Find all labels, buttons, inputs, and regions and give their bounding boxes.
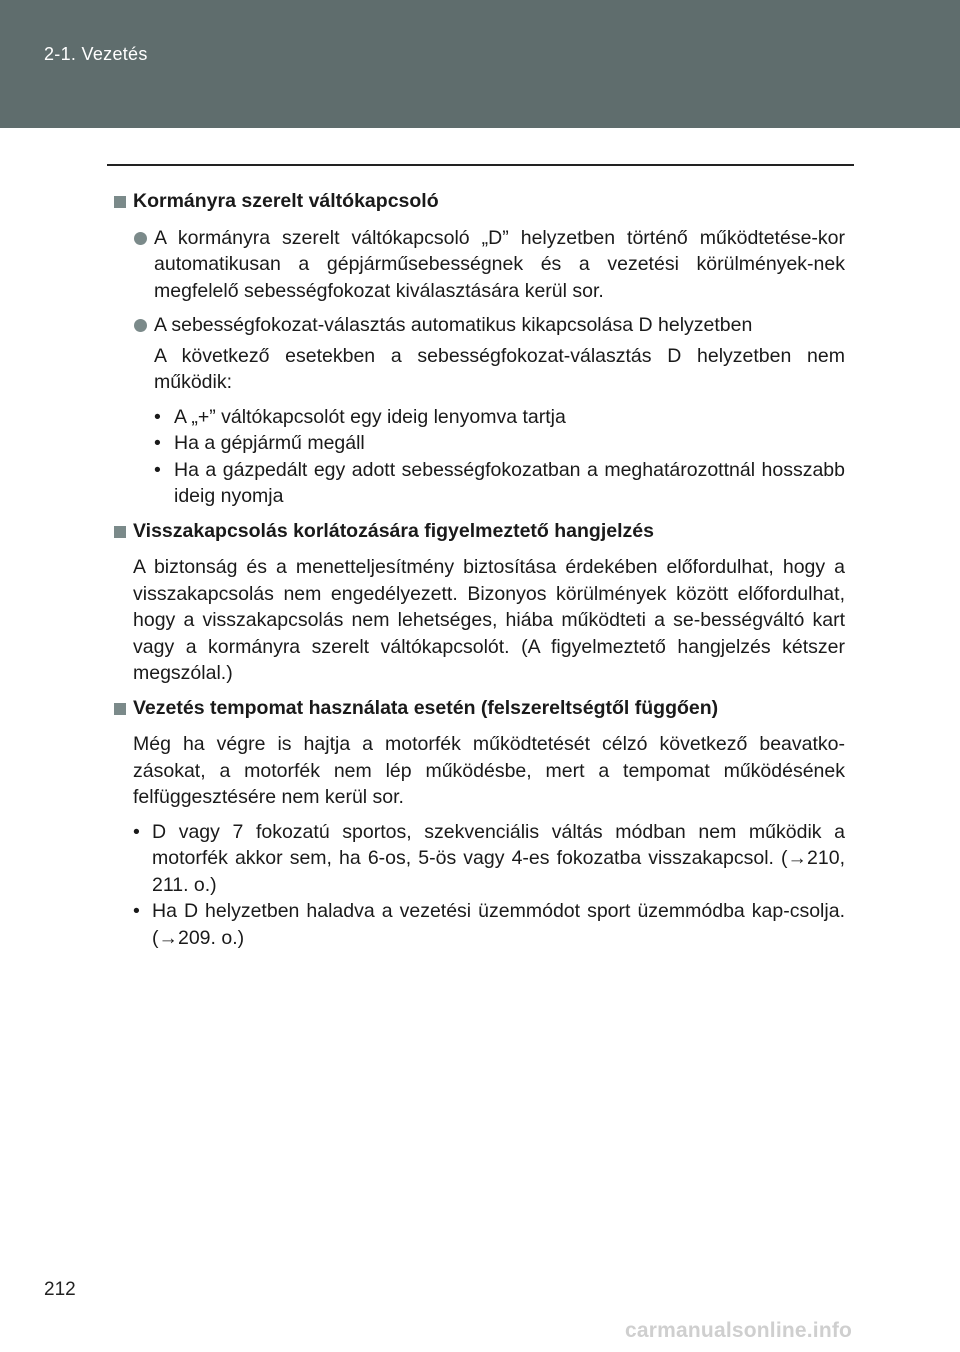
square-bullet-icon — [114, 703, 126, 715]
list-item — [154, 404, 845, 431]
list-item-text: Ha a gázpedált egy adott sebességfokozatban a meghatározottnál hosszabb ideig nyomja — [174, 458, 845, 507]
list-item-text: A „+” váltókapcsolót egy ideig lenyomva tartja — [174, 405, 566, 428]
bullet-mark: • — [133, 900, 140, 922]
heading-text: Vezetés tempomat használata esetén (felszereltségtől függően) — [133, 696, 719, 719]
list-item-text: D vagy 7 fokozatú sportos, szekvenciális váltás módban nem működik a motorfék akkor sem, ha 6-os, 5-ös vagy 4-es fokozatba visszakapcsol. (→210, 211. o.) — [152, 820, 845, 896]
circle-bullet-icon — [134, 319, 147, 332]
bullet-mark: • — [154, 432, 161, 454]
list-item — [154, 457, 845, 510]
circle-item — [114, 225, 845, 305]
page-content — [114, 188, 845, 951]
top-rule — [107, 164, 854, 166]
list-item — [133, 898, 845, 951]
item-text: A kormányra szerelt váltókapcsoló „D” helyzetben történő működtetése-kor automatikusan a gépjárműsebességnek és a vezetési körülmények-nek megfelelő sebességfokozat kiválasztására kerül sor. — [154, 226, 845, 302]
list-item-text: Ha a gépjármű megáll — [174, 432, 365, 454]
item-subtext: A következő esetekben a sebességfokozat-választás D helyzetben nem működik: — [154, 344, 845, 393]
paragraph: Még ha végre is hajtja a motorfék működtetését célzó következő beavatko-zásokat, a motorfék nem lép működésbe, mert a tempomat működésének felfüggesztésére nem kerül sor. — [133, 733, 845, 808]
watermark: carmanualsonline.info — [625, 1319, 853, 1342]
bullet-mark: • — [154, 405, 161, 428]
header-band — [0, 0, 960, 128]
bullet-list — [114, 819, 845, 952]
heading-text: Visszakapcsolás korlátozására figyelmeztető hangjelzés — [133, 519, 654, 542]
list-item-text: Ha D helyzetben haladva a vezetési üzemmódot sport üzemmódba kap-csolja. (→209. o.) — [152, 900, 845, 949]
circle-item — [114, 312, 845, 339]
item-text: A sebességfokozat-választás automatikus kikapcsolása D helyzetben — [154, 314, 753, 336]
page-number: 212 — [44, 1279, 76, 1300]
bullet-mark: • — [133, 820, 140, 843]
heading-text: Kormányra szerelt váltókapcsoló — [133, 190, 439, 212]
section-heading — [114, 188, 845, 215]
section-heading — [114, 695, 845, 722]
section-title: 2-1. Vezetés — [44, 44, 148, 64]
paragraph: A biztonság és a menetteljesítmény biztosítása érdekében előfordulhat, hogy a visszakapcsolás nem engedélyezett. Bizonyos körülmények között előfordulhat, hogy a visszakapcsolás nem lehetséges, hiába működteti a se-bességváltó kart vagy a kormányra szerelt váltókapcsolót. (A figyelmeztető hangjelzés kétszer megszólal.) — [133, 556, 845, 684]
square-bullet-icon — [114, 526, 126, 538]
bullet-mark: • — [154, 458, 161, 481]
list-item — [133, 819, 845, 899]
bullet-list — [114, 404, 845, 510]
circle-bullet-icon — [134, 232, 147, 245]
list-item — [154, 430, 845, 457]
square-bullet-icon — [114, 196, 126, 208]
section-heading — [114, 518, 845, 545]
